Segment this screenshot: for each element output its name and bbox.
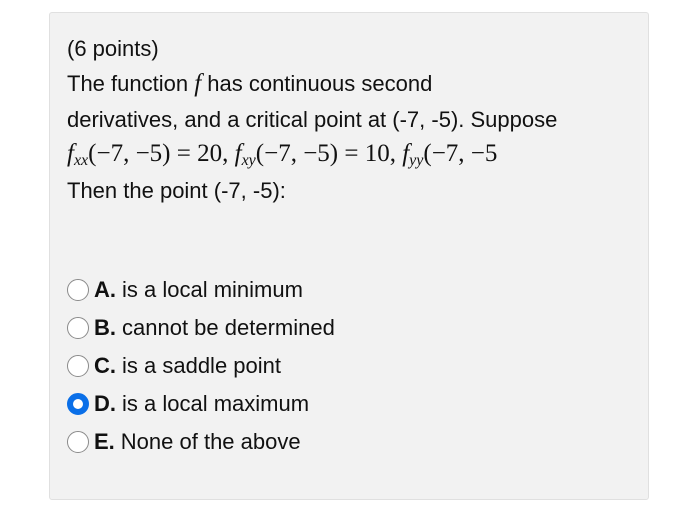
option-b[interactable] [67, 313, 335, 343]
f-yy-value: (−7, −5 [423, 140, 498, 167]
question-text: The function [67, 71, 195, 96]
radio-button-selected-icon[interactable] [67, 393, 89, 415]
option-text: is a local minimum [122, 277, 303, 302]
question-points: (6 points) [67, 36, 159, 61]
f-yy-subscript: yy [409, 152, 424, 169]
question-text: has continuous second [201, 71, 433, 96]
f-xy-symbol: f [234, 140, 242, 167]
option-d[interactable] [67, 389, 309, 419]
question-line-1 [67, 71, 432, 97]
question-line-4: Then the point (-7, -5): [67, 178, 286, 203]
option-text: is a saddle point [122, 353, 281, 378]
option-text: is a local maximum [122, 391, 310, 416]
option-letter: D. [94, 391, 116, 416]
option-c[interactable] [67, 351, 281, 381]
f-xy-value: (−7, −5) = 10, [255, 140, 396, 167]
option-text: cannot be determined [122, 315, 335, 340]
radio-button-icon[interactable] [67, 317, 89, 339]
f-xx-symbol: f [67, 140, 74, 167]
second-derivative-values [67, 141, 497, 167]
radio-button-icon[interactable] [67, 431, 89, 453]
f-yy-symbol: f [402, 140, 410, 167]
radio-button-icon[interactable] [67, 279, 89, 301]
f-xy-subscript: xy [241, 152, 256, 169]
option-text: None of the above [120, 429, 301, 454]
option-a[interactable] [67, 275, 303, 305]
option-e[interactable] [67, 427, 301, 457]
question-line-2: derivatives, and a critical point at (-7, -5). Suppose [67, 107, 558, 132]
option-letter: A. [94, 277, 116, 302]
function-variable: f [194, 70, 202, 97]
option-letter: B. [94, 315, 116, 340]
radio-button-icon[interactable] [67, 355, 89, 377]
f-xx-subscript: xx [73, 152, 89, 169]
option-letter: E. [94, 429, 115, 454]
option-letter: C. [94, 353, 116, 378]
question-card [49, 12, 649, 500]
f-xx-value: (−7, −5) = 20, [88, 140, 229, 167]
